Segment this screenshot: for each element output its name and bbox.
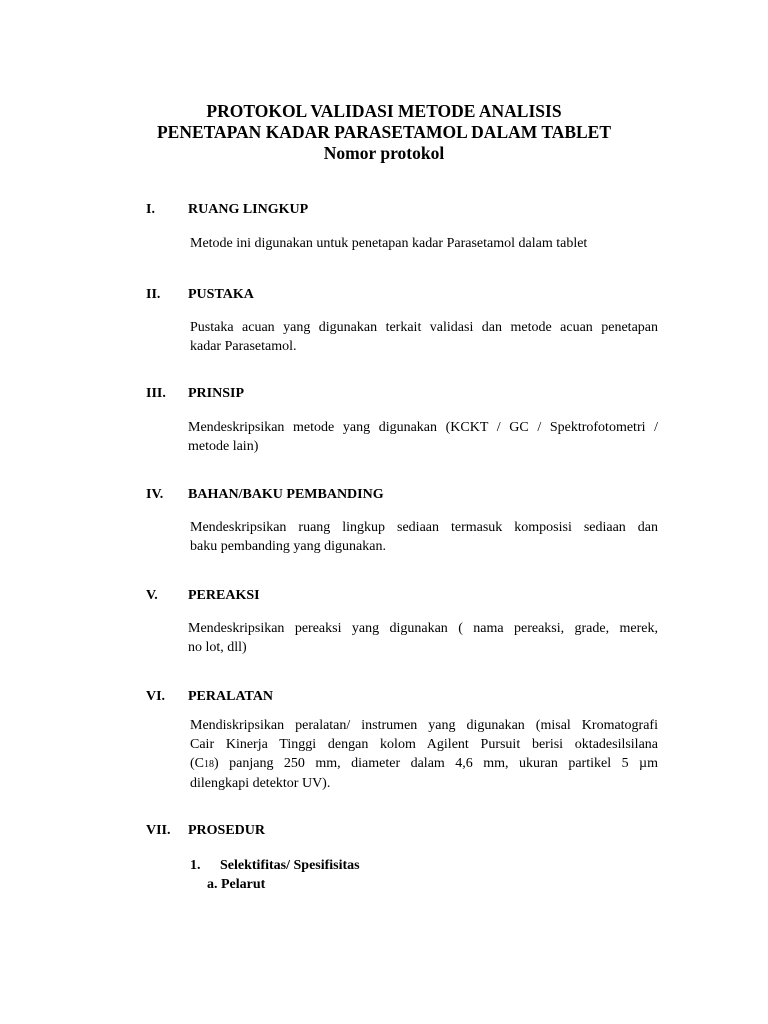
body-line: kadar Parasetamol. (190, 339, 297, 354)
section-heading-prinsip: PRINSIP (188, 386, 245, 401)
section-number-5: V. (146, 588, 158, 603)
section-heading-ruang-lingkup: RUANG LINGKUP (188, 202, 309, 217)
section-heading-peralatan: PERALATAN (188, 689, 274, 704)
title-line-2: PENETAPAN KADAR PARASETAMOL DALAM TABLET (156, 122, 612, 142)
body-line: metode lain) (188, 439, 259, 454)
title-line-1: PROTOKOL VALIDASI METODE ANALISIS (206, 101, 562, 121)
body-line: no lot, dll) (188, 640, 247, 655)
section-heading-bahan-baku: BAHAN/BAKU PEMBANDING (188, 487, 384, 502)
body-line: Mendeskripsikan pereaksi yang digunakan ( nama pereaksi, grade, merek, (188, 621, 658, 636)
body-line: Cair Kinerja Tinggi dengan kolom Agilent Pursuit berisi oktadesilsilana (190, 737, 658, 752)
body-line: Metode ini digunakan untuk penetapan kadar Parasetamol dalam tablet (190, 236, 588, 251)
procedure-item-label: Selektifitas/ Spesifisitas (220, 858, 360, 873)
section-number-2: II. (146, 287, 161, 302)
procedure-item-number: 1. (190, 858, 201, 873)
body-line: Mendeskripsikan metode yang digunakan (KCKT / GC / Spektrofotometri / (188, 420, 658, 435)
section-body-peralatan (190, 716, 658, 793)
section-heading-pereaksi: PEREAKSI (188, 588, 260, 603)
c18-subscript: 18 (204, 759, 214, 770)
section-body-ruang-lingkup (190, 234, 658, 253)
section-number-7: VII. (146, 823, 171, 838)
section-body-prinsip (188, 418, 658, 456)
section-body-pereaksi (188, 619, 658, 657)
body-line: Pustaka acuan yang digunakan terkait validasi dan metode acuan penetapan (190, 320, 658, 335)
body-line: Mendiskripsikan peralatan/ instrumen yang digunakan (misal Kromatografi (190, 718, 658, 733)
procedure-sub-item: a. Pelarut (207, 877, 266, 892)
section-number-6: VI. (146, 689, 166, 704)
section-heading-prosedur: PROSEDUR (188, 823, 266, 838)
section-number-4: IV. (146, 487, 164, 502)
c18-suffix: ) panjang 250 mm, diameter dalam 4,6 mm, ukuran partikel 5 µm (214, 756, 658, 771)
document-title (0, 101, 768, 164)
body-line-with-subscript (190, 754, 658, 774)
section-body-pustaka (190, 318, 658, 356)
section-number-1: I. (146, 202, 155, 217)
body-line: Mendeskripsikan ruang lingkup sediaan termasuk komposisi sediaan dan (190, 520, 658, 535)
section-body-bahan-baku (190, 518, 658, 556)
section-number-3: III. (146, 386, 166, 401)
section-heading-pustaka: PUSTAKA (188, 287, 254, 302)
body-line: baku pembanding yang digunakan. (190, 539, 386, 554)
body-line: dilengkapi detektor UV). (190, 776, 331, 791)
c18-prefix: (C (190, 756, 204, 771)
title-line-3: Nomor protokol (323, 143, 445, 163)
